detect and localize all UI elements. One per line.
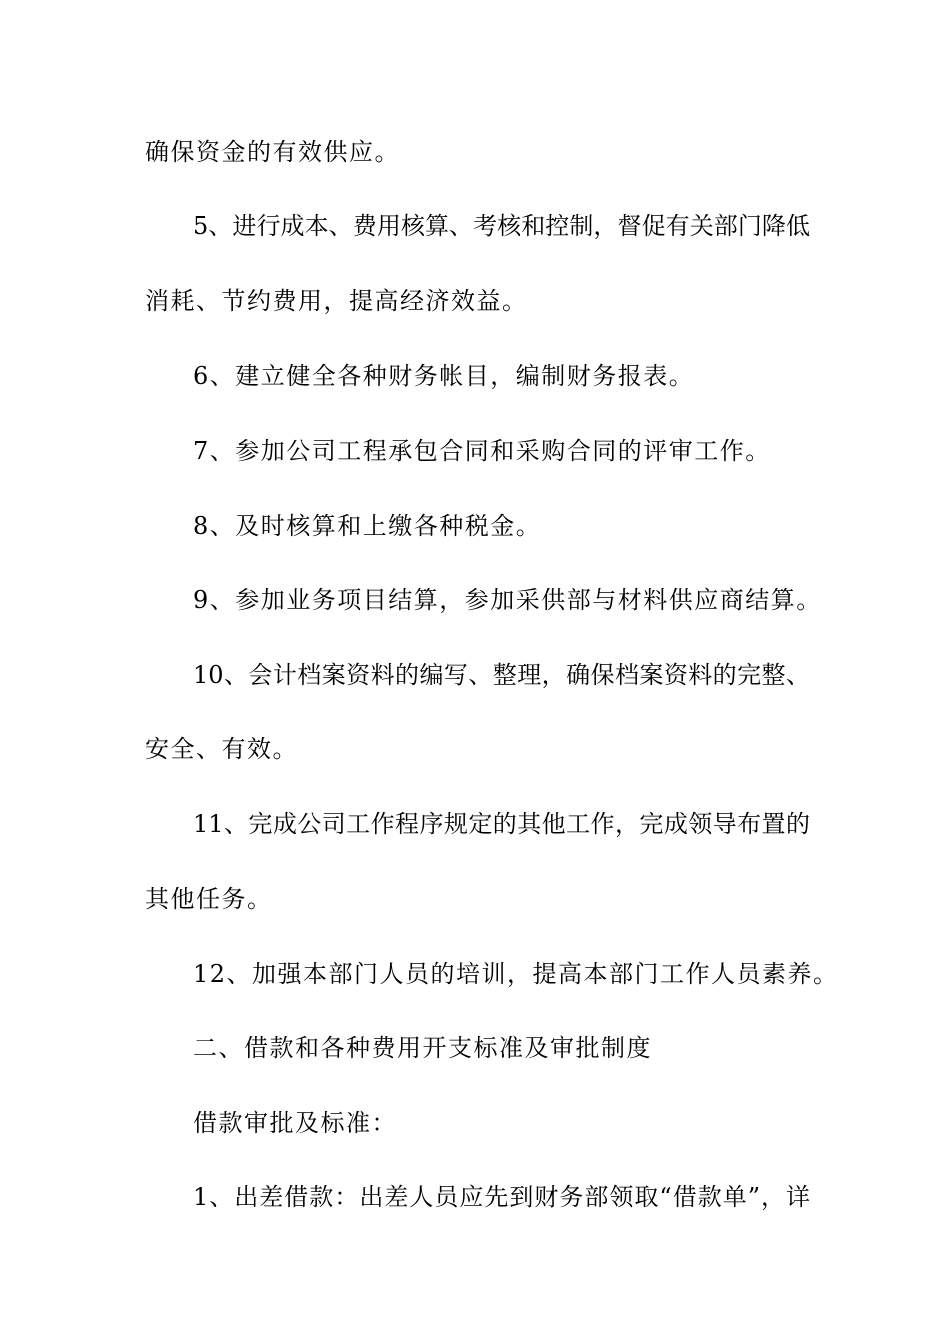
text-line-1: 确保资金的有效供应。 [145, 138, 400, 166]
text-line-3: 消耗、节约费用，提高经济效益。 [145, 287, 528, 315]
section-heading: 二、借款和各种费用开支标准及审批制度 [193, 1034, 652, 1062]
text-line-6: 8、及时核算和上缴各种税金。 [193, 512, 542, 540]
text-line-10: 11、完成公司工作程序规定的其他工作，完成领导布置的 [193, 810, 810, 838]
text-line-4: 6、建立健全各种财务帐目，编制财务报表。 [193, 362, 695, 390]
text-line-5: 7、参加公司工程承包合同和采购合同的评审工作。 [193, 437, 771, 465]
text-line-2: 5、进行成本、费用核算、考核和控制，督促有关部门降低 [193, 212, 810, 240]
text-line-12: 12、加强本部门人员的培训，提高本部门工作人员素养。 [193, 960, 839, 988]
text-line-15: 1、出差借款：出差人员应先到财务部领取“借款单”，详 [193, 1183, 810, 1211]
text-line-11: 其他任务。 [145, 885, 273, 913]
text-line-9: 安全、有效。 [145, 735, 298, 763]
subsection-heading: 借款审批及标准： [193, 1109, 397, 1137]
text-line-7: 9、参加业务项目结算，参加采供部与材料供应商结算。 [193, 586, 822, 614]
text-line-8: 10、会计档案资料的编写、整理，确保档案资料的完整、 [193, 661, 810, 689]
